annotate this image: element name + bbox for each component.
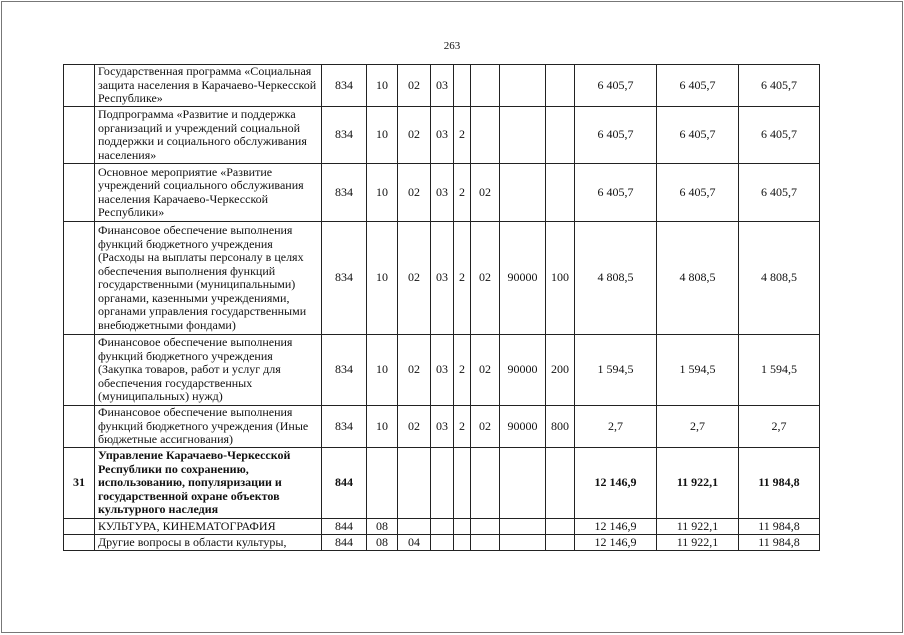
expense-direction-cell: 90000 bbox=[500, 222, 546, 335]
activity-code-cell: 02 bbox=[471, 164, 500, 222]
expense-type-cell bbox=[546, 164, 575, 222]
subprogram-code-cell bbox=[454, 448, 471, 519]
program-code-cell bbox=[431, 535, 454, 551]
amount-year2-cell: 6 405,7 bbox=[657, 65, 739, 107]
subprogram-code-cell: 2 bbox=[454, 107, 471, 164]
section-code-cell: 08 bbox=[367, 535, 398, 551]
amount-year2-cell: 11 922,1 bbox=[657, 448, 739, 519]
program-code-cell: 03 bbox=[431, 164, 454, 222]
amount-year1-cell: 6 405,7 bbox=[575, 107, 657, 164]
amount-year1-cell: 2,7 bbox=[575, 406, 657, 448]
amount-year2-cell: 11 922,1 bbox=[657, 535, 739, 551]
table-row bbox=[64, 335, 820, 406]
row-number-cell bbox=[64, 107, 95, 164]
admin-code-cell: 834 bbox=[322, 107, 367, 164]
activity-code-cell bbox=[471, 519, 500, 535]
amount-year2-cell: 6 405,7 bbox=[657, 107, 739, 164]
admin-code-cell: 844 bbox=[322, 535, 367, 551]
table-row bbox=[64, 107, 820, 164]
row-number-cell: 31 bbox=[64, 448, 95, 519]
expense-type-cell: 100 bbox=[546, 222, 575, 335]
expense-direction-cell bbox=[500, 164, 546, 222]
subsection-code-cell: 02 bbox=[398, 222, 431, 335]
admin-code-cell: 834 bbox=[322, 65, 367, 107]
table-row bbox=[64, 222, 820, 335]
expense-direction-cell bbox=[500, 65, 546, 107]
budget-table bbox=[63, 64, 820, 551]
row-name-cell: Основное мероприятие «Развитие учреждений социального обслуживания населения Карачаево-Черкесской Республики» bbox=[95, 164, 322, 222]
amount-year3-cell: 6 405,7 bbox=[739, 107, 820, 164]
amount-year1-cell: 12 146,9 bbox=[575, 448, 657, 519]
expense-type-cell: 200 bbox=[546, 335, 575, 406]
table-row bbox=[64, 535, 820, 551]
activity-code-cell bbox=[471, 448, 500, 519]
subsection-code-cell: 04 bbox=[398, 535, 431, 551]
expense-direction-cell bbox=[500, 535, 546, 551]
subprogram-code-cell: 2 bbox=[454, 222, 471, 335]
row-number-cell bbox=[64, 519, 95, 535]
row-number-cell bbox=[64, 222, 95, 335]
row-name-cell: Финансовое обеспечение выполнения функций бюджетного учреждения (Расходы на выплаты персоналу в целях обеспечения выполнения функций государственными (муниципальными) органами, казенными учреждениями, органами управления государственными внебюджетными фондами) bbox=[95, 222, 322, 335]
row-name-cell: Государственная программа «Социальная защита населения в Карачаево-Черкесской Республике» bbox=[95, 65, 322, 107]
subsection-code-cell bbox=[398, 519, 431, 535]
section-code-cell: 10 bbox=[367, 406, 398, 448]
row-number-cell bbox=[64, 535, 95, 551]
amount-year1-cell: 6 405,7 bbox=[575, 65, 657, 107]
row-name-cell: Управление Карачаево-Черкесской Республики по сохранению, использованию, популяризации и государственной охране объектов культурного наследия bbox=[95, 448, 322, 519]
admin-code-cell: 844 bbox=[322, 448, 367, 519]
expense-direction-cell bbox=[500, 448, 546, 519]
row-name-cell: Подпрограмма «Развитие и поддержка организаций и учреждений социальной поддержки и социального обслуживания населения» bbox=[95, 107, 322, 164]
subsection-code-cell: 02 bbox=[398, 107, 431, 164]
row-name-cell: Другие вопросы в области культуры, bbox=[95, 535, 322, 551]
program-code-cell: 03 bbox=[431, 107, 454, 164]
admin-code-cell: 834 bbox=[322, 406, 367, 448]
activity-code-cell bbox=[471, 535, 500, 551]
admin-code-cell: 834 bbox=[322, 164, 367, 222]
amount-year3-cell: 11 984,8 bbox=[739, 535, 820, 551]
admin-code-cell: 844 bbox=[322, 519, 367, 535]
amount-year2-cell: 6 405,7 bbox=[657, 164, 739, 222]
expense-type-cell bbox=[546, 107, 575, 164]
row-number-cell bbox=[64, 335, 95, 406]
amount-year3-cell: 11 984,8 bbox=[739, 519, 820, 535]
amount-year2-cell: 2,7 bbox=[657, 406, 739, 448]
amount-year1-cell: 6 405,7 bbox=[575, 164, 657, 222]
expense-direction-cell: 90000 bbox=[500, 406, 546, 448]
subsection-code-cell: 02 bbox=[398, 65, 431, 107]
row-number-cell bbox=[64, 65, 95, 107]
table-row bbox=[64, 448, 820, 519]
activity-code-cell bbox=[471, 65, 500, 107]
row-name-cell: Финансовое обеспечение выполнения функций бюджетного учреждения (Закупка товаров, работ и услуг для обеспечения государственных (муниципальных) нужд) bbox=[95, 335, 322, 406]
table-row bbox=[64, 519, 820, 535]
table-row bbox=[64, 65, 820, 107]
subprogram-code-cell bbox=[454, 65, 471, 107]
amount-year2-cell: 1 594,5 bbox=[657, 335, 739, 406]
table-row bbox=[64, 406, 820, 448]
subsection-code-cell: 02 bbox=[398, 335, 431, 406]
amount-year3-cell: 2,7 bbox=[739, 406, 820, 448]
activity-code-cell: 02 bbox=[471, 222, 500, 335]
expense-type-cell: 800 bbox=[546, 406, 575, 448]
admin-code-cell: 834 bbox=[322, 222, 367, 335]
expense-direction-cell bbox=[500, 519, 546, 535]
section-code-cell bbox=[367, 448, 398, 519]
table-body bbox=[64, 65, 820, 551]
expense-type-cell bbox=[546, 535, 575, 551]
expense-type-cell bbox=[546, 65, 575, 107]
subprogram-code-cell: 2 bbox=[454, 335, 471, 406]
subprogram-code-cell bbox=[454, 535, 471, 551]
amount-year1-cell: 4 808,5 bbox=[575, 222, 657, 335]
expense-direction-cell bbox=[500, 107, 546, 164]
subsection-code-cell: 02 bbox=[398, 406, 431, 448]
amount-year1-cell: 1 594,5 bbox=[575, 335, 657, 406]
program-code-cell bbox=[431, 448, 454, 519]
subsection-code-cell bbox=[398, 448, 431, 519]
expense-type-cell bbox=[546, 448, 575, 519]
amount-year2-cell: 4 808,5 bbox=[657, 222, 739, 335]
program-code-cell: 03 bbox=[431, 65, 454, 107]
section-code-cell: 10 bbox=[367, 107, 398, 164]
table-row bbox=[64, 164, 820, 222]
row-name-cell: КУЛЬТУРА, КИНЕМАТОГРАФИЯ bbox=[95, 519, 322, 535]
activity-code-cell bbox=[471, 107, 500, 164]
amount-year3-cell: 11 984,8 bbox=[739, 448, 820, 519]
admin-code-cell: 834 bbox=[322, 335, 367, 406]
amount-year3-cell: 4 808,5 bbox=[739, 222, 820, 335]
subprogram-code-cell: 2 bbox=[454, 406, 471, 448]
page-number: 263 bbox=[443, 40, 461, 52]
section-code-cell: 08 bbox=[367, 519, 398, 535]
expense-direction-cell: 90000 bbox=[500, 335, 546, 406]
amount-year3-cell: 1 594,5 bbox=[739, 335, 820, 406]
row-number-cell bbox=[64, 164, 95, 222]
section-code-cell: 10 bbox=[367, 164, 398, 222]
program-code-cell: 03 bbox=[431, 406, 454, 448]
section-code-cell: 10 bbox=[367, 222, 398, 335]
amount-year1-cell: 12 146,9 bbox=[575, 519, 657, 535]
program-code-cell: 03 bbox=[431, 335, 454, 406]
activity-code-cell: 02 bbox=[471, 335, 500, 406]
section-code-cell: 10 bbox=[367, 335, 398, 406]
amount-year3-cell: 6 405,7 bbox=[739, 164, 820, 222]
subprogram-code-cell bbox=[454, 519, 471, 535]
subsection-code-cell: 02 bbox=[398, 164, 431, 222]
amount-year1-cell: 12 146,9 bbox=[575, 535, 657, 551]
subprogram-code-cell: 2 bbox=[454, 164, 471, 222]
expense-type-cell bbox=[546, 519, 575, 535]
row-number-cell bbox=[64, 406, 95, 448]
amount-year3-cell: 6 405,7 bbox=[739, 65, 820, 107]
activity-code-cell: 02 bbox=[471, 406, 500, 448]
program-code-cell bbox=[431, 519, 454, 535]
row-name-cell: Финансовое обеспечение выполнения функций бюджетного учреждения (Иные бюджетные ассигнования) bbox=[95, 406, 322, 448]
amount-year2-cell: 11 922,1 bbox=[657, 519, 739, 535]
section-code-cell: 10 bbox=[367, 65, 398, 107]
program-code-cell: 03 bbox=[431, 222, 454, 335]
